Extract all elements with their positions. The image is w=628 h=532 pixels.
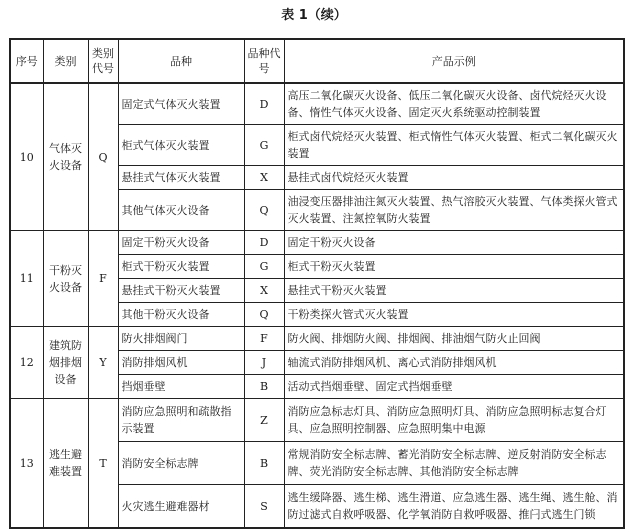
variety-cell: 其他气体灭火设备 — [118, 190, 244, 231]
examples-cell: 防火阀、排烟防火阀、排烟阀、排油烟气防火止回阀 — [284, 327, 624, 351]
variety-code-cell: S — [244, 485, 284, 529]
category-cell: 气体灭火设备 — [43, 83, 88, 231]
table-row — [10, 327, 624, 351]
variety-code-cell: J — [244, 351, 284, 375]
variety-cell: 消防应急照明和疏散指示装置 — [118, 399, 244, 442]
category-code-cell: T — [88, 399, 118, 529]
variety-code-cell: X — [244, 279, 284, 303]
variety-cell: 消防排烟风机 — [118, 351, 244, 375]
examples-cell: 高压二氧化碳灭火设备、低压二氧化碳灭火设备、卤代烷烃灭火设备、惰性气体灭火设备、固定灭火系统驱动控制装置 — [284, 83, 624, 125]
variety-cell: 火灾逃生避难器材 — [118, 485, 244, 529]
variety-code-cell: F — [244, 327, 284, 351]
examples-cell: 悬挂式卤代烷烃灭火装置 — [284, 166, 624, 190]
variety-cell: 挡烟垂壁 — [118, 375, 244, 399]
header-examples: 产品示例 — [284, 39, 624, 83]
header-row — [10, 39, 624, 83]
table-row — [10, 231, 624, 255]
variety-code-cell: D — [244, 83, 284, 125]
variety-code-cell: G — [244, 255, 284, 279]
variety-cell: 悬挂式气体灭火装置 — [118, 166, 244, 190]
category-code-cell: Q — [88, 83, 118, 231]
variety-cell: 柜式干粉灭火装置 — [118, 255, 244, 279]
variety-code-cell: D — [244, 231, 284, 255]
header-category-code: 类别代号 — [88, 39, 118, 83]
examples-cell: 常规消防安全标志牌、蓄光消防安全标志牌、逆反射消防安全标志牌、荧光消防安全标志牌、其他消防安全标志牌 — [284, 442, 624, 485]
header-variety-code: 品种代号 — [244, 39, 284, 83]
category-cell: 逃生避难装置 — [43, 399, 88, 529]
examples-cell: 消防应急标志灯具、消防应急照明灯具、消防应急照明标志复合灯具、应急照明控制器、应急照明集中电源 — [284, 399, 624, 442]
variety-code-cell: B — [244, 442, 284, 485]
variety-code-cell: B — [244, 375, 284, 399]
examples-cell: 柜式卤代烷烃灭火装置、柜式惰性气体灭火装置、柜式二氧化碳灭火装置 — [284, 125, 624, 166]
table-row — [10, 83, 624, 125]
seq-cell: 11 — [10, 231, 43, 327]
seq-cell: 13 — [10, 399, 43, 529]
category-code-cell: F — [88, 231, 118, 327]
examples-cell: 逃生缓降器、逃生梯、逃生滑道、应急逃生器、逃生绳、逃生舱、消防过滤式自救呼吸器、化学氧消防自救呼吸器、推闩式逃生门锁 — [284, 485, 624, 529]
examples-cell: 悬挂式干粉灭火装置 — [284, 279, 624, 303]
variety-code-cell: Z — [244, 399, 284, 442]
variety-cell: 防火排烟阀门 — [118, 327, 244, 351]
header-category: 类别 — [43, 39, 88, 83]
table-caption: 表 1（续） — [281, 8, 347, 23]
product-table — [9, 38, 625, 529]
variety-code-cell: G — [244, 125, 284, 166]
variety-code-cell: Q — [244, 303, 284, 327]
examples-cell: 干粉类探火管式灭火装置 — [284, 303, 624, 327]
category-code-cell: Y — [88, 327, 118, 399]
examples-cell: 柜式干粉灭火装置 — [284, 255, 624, 279]
variety-cell: 悬挂式干粉灭火装置 — [118, 279, 244, 303]
variety-code-cell: X — [244, 166, 284, 190]
examples-cell: 固定干粉灭火设备 — [284, 231, 624, 255]
variety-cell: 消防安全标志牌 — [118, 442, 244, 485]
category-cell: 建筑防烟排烟设备 — [43, 327, 88, 399]
category-cell: 干粉灭火设备 — [43, 231, 88, 327]
seq-cell: 10 — [10, 83, 43, 231]
variety-cell: 柜式气体灭火装置 — [118, 125, 244, 166]
examples-cell: 油浸变压器排油注氮灭火装置、热气溶胶灭火装置、气体类探火管式灭火装置、注氮控氧防火装置 — [284, 190, 624, 231]
examples-cell: 轴流式消防排烟风机、离心式消防排烟风机 — [284, 351, 624, 375]
variety-cell: 固定干粉灭火设备 — [118, 231, 244, 255]
header-variety: 品种 — [118, 39, 244, 83]
variety-cell: 固定式气体灭火装置 — [118, 83, 244, 125]
examples-cell: 活动式挡烟垂壁、固定式挡烟垂壁 — [284, 375, 624, 399]
table-row — [10, 399, 624, 442]
seq-cell: 12 — [10, 327, 43, 399]
header-seq: 序号 — [10, 39, 43, 83]
variety-code-cell: Q — [244, 190, 284, 231]
variety-cell: 其他干粉灭火设备 — [118, 303, 244, 327]
